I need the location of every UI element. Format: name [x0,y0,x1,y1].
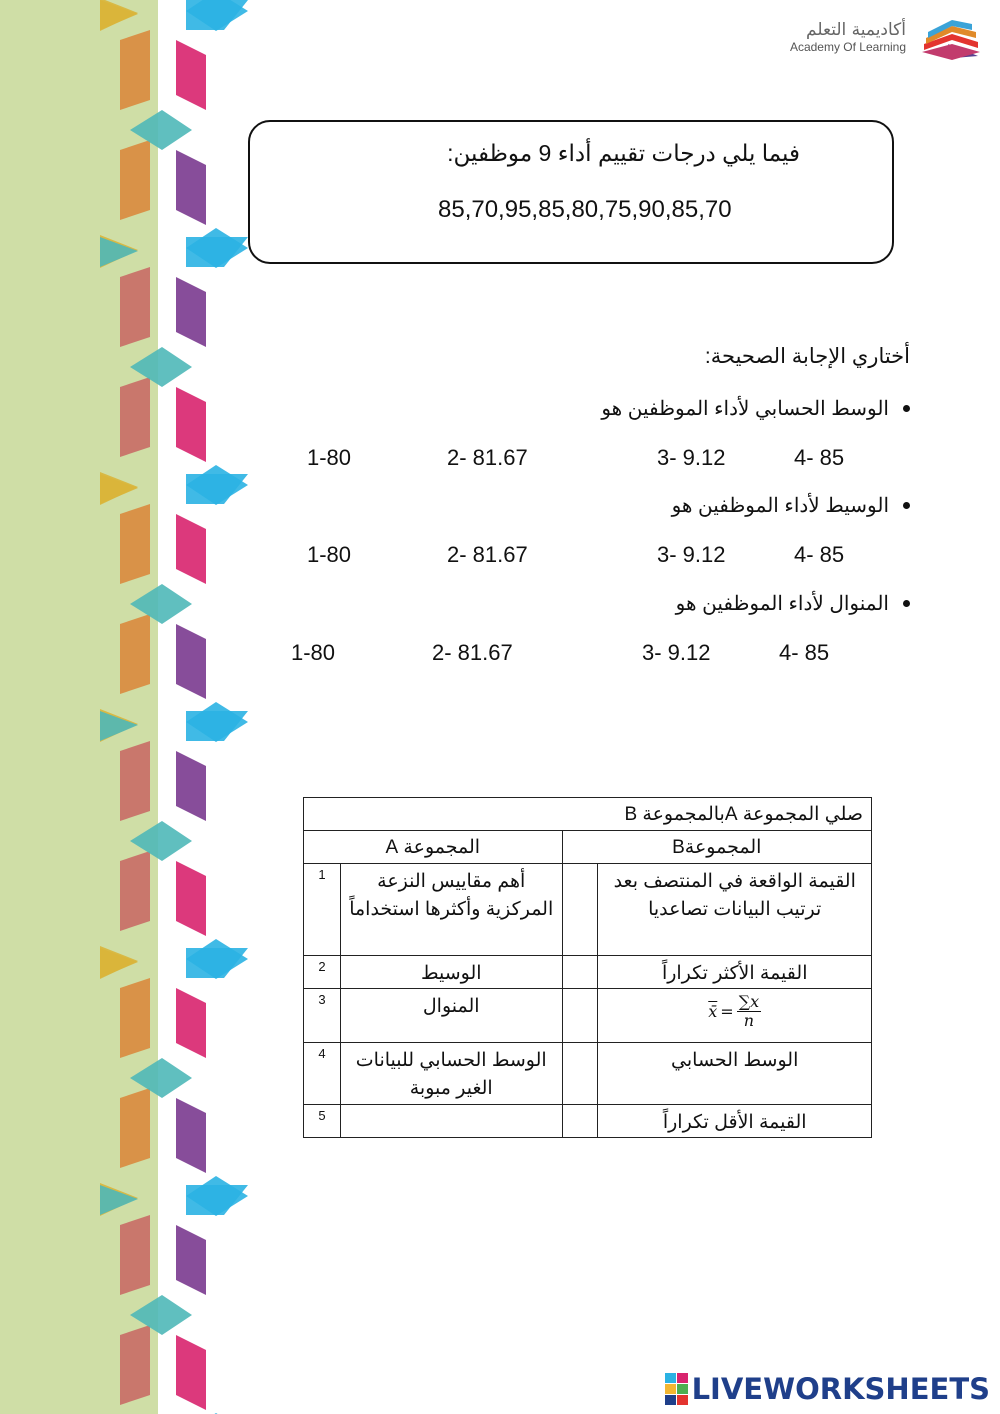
row-number: 3 [304,989,341,1043]
deco-parallelogram [120,1325,150,1405]
group-a-header: المجموعة A [304,831,563,864]
logo-arabic-text: أكاديمية التعلم [806,20,906,40]
deco-triangle [100,1185,138,1215]
deco-parallelogram [176,624,206,699]
formula-denominator: n [743,1011,755,1030]
deco-parallelogram [176,988,206,1058]
group-a-item: المنوال [340,989,562,1043]
deco-parallelogram [120,140,150,220]
brand-text: LIVEWORKSHEETS [691,1372,990,1406]
option-2[interactable]: 2- 81.67 [447,445,528,470]
question-mean [601,396,910,421]
answer-cell[interactable] [562,989,598,1043]
liveworksheets-logo-icon [665,1373,688,1405]
table-title: صلي المجموعة Aبالمجموعة B [304,798,872,831]
liveworksheets-brand [665,1372,990,1406]
question-mode [676,591,910,616]
deco-parallelogram [120,504,150,584]
deco-parallelogram [120,851,150,931]
deco-triangle [100,948,138,978]
option-2[interactable]: 2- 81.67 [447,542,528,567]
answer-cell[interactable] [562,956,598,989]
deco-parallelogram [120,1088,150,1168]
group-a-item: الوسيط [340,956,562,989]
instruction-text: أختاري الإجابة الصحيحة: [704,345,910,368]
table-row [304,956,872,989]
mean-formula [708,993,761,1030]
option-4[interactable]: 4- 85 [794,445,845,470]
deco-triangle [100,474,138,504]
group-b-header: المجموعةB [562,831,871,864]
row-number: 1 [304,864,341,956]
answer-cell[interactable] [562,864,598,956]
option-1[interactable]: 1-80 [307,542,352,567]
book-stack-icon [918,18,984,62]
matching-table [303,797,872,1138]
option-3[interactable]: 3- 9.12 [657,445,726,470]
deco-triangle [100,711,138,741]
row-number: 2 [304,956,341,989]
group-a-item [340,1105,562,1138]
deco-parallelogram [176,387,206,462]
group-b-item [598,989,872,1043]
group-b-item: الوسط الحسابي [598,1043,872,1105]
row-number: 5 [304,1105,341,1138]
academy-logo [754,18,984,62]
deco-parallelogram [120,267,150,347]
logo-english-text: Academy Of Learning [789,40,906,54]
deco-parallelogram [120,978,150,1058]
bullet-icon [903,405,910,412]
answer-cell[interactable] [562,1105,598,1138]
bullet-icon [903,600,910,607]
question-text: الوسط الحسابي لأداء الموظفين هو [601,398,889,420]
group-b-item: القيمة الواقعة في المنتصف بعد ترتيب البيانات تصاعديا [598,864,872,956]
answer-cell[interactable] [562,1043,598,1105]
option-1[interactable]: 1-80 [307,445,352,470]
question-text: الوسيط لأداء الموظفين هو [671,495,889,517]
deco-parallelogram [176,150,206,225]
deco-parallelogram [176,1335,206,1410]
formula-lhs: x̄ [708,1001,718,1021]
option-2[interactable]: 2- 81.67 [432,640,513,665]
formula-equals: = [720,1001,734,1021]
deco-parallelogram [176,751,206,821]
table-row [304,989,872,1043]
deco-parallelogram [120,1215,150,1295]
option-4[interactable]: 4- 85 [794,542,845,567]
option-3[interactable]: 3- 9.12 [657,542,726,567]
deco-parallelogram [176,40,206,110]
deco-parallelogram [120,377,150,457]
row-number: 4 [304,1043,341,1105]
decorative-pattern [0,0,260,1414]
table-row [304,1043,872,1105]
deco-parallelogram [120,30,150,110]
score-list: 85,70,95,85,80,75,90,85,70 [438,196,732,223]
option-3[interactable]: 3- 9.12 [642,640,711,665]
intro-title: فيما يلي درجات تقييم أداء 9 موظفين: [447,140,800,166]
group-a-item: الوسط الحسابي للبيانات الغير مبوبة [340,1043,562,1105]
deco-parallelogram [176,514,206,584]
group-a-item: أهم مقاييس النزعة المركزية وأكثرها استخداماً [340,864,562,956]
table-row [304,1105,872,1138]
group-b-item: القيمة الأقل تكراراً [598,1105,872,1138]
table-row [304,864,872,956]
deco-triangle [100,237,138,267]
bullet-icon [903,502,910,509]
intro-box [248,120,894,264]
option-4[interactable]: 4- 85 [779,640,830,665]
formula-fraction [737,993,761,1030]
deco-parallelogram [176,861,206,936]
question-median [672,493,910,518]
deco-parallelogram [120,741,150,821]
deco-triangle [100,0,138,30]
deco-parallelogram [176,1098,206,1173]
formula-numerator: ∑x [738,992,760,1011]
question-text: المنوال لأداء الموظفين هو [675,593,889,615]
deco-parallelogram [176,277,206,347]
deco-parallelogram [120,614,150,694]
option-1[interactable]: 1-80 [291,640,336,665]
deco-parallelogram [176,1225,206,1295]
group-b-item: القيمة الأكثر تكراراً [598,956,872,989]
